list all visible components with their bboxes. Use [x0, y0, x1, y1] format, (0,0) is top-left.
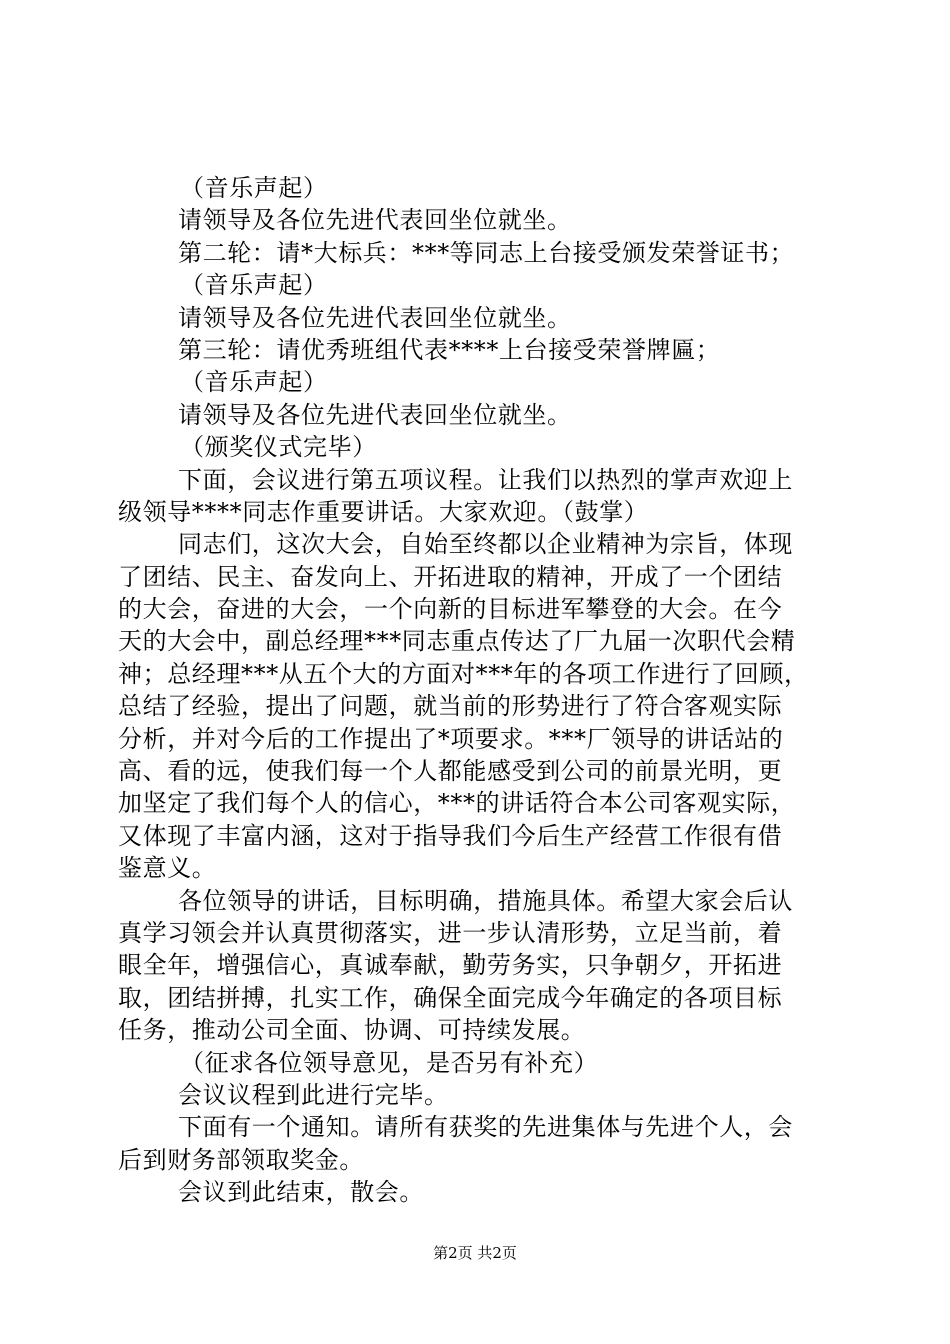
text-line: 任务，推动公司全面、协调、可持续发展。: [118, 1016, 586, 1045]
text-line: 各位领导的讲话，目标明确，措施具体。希望大家会后认: [178, 886, 793, 915]
text-line: 取，团结拼搏，扎实工作，确保全面完成今年确定的各项目标: [118, 983, 783, 1012]
text-line: 请领导及各位先进代表回坐位就坐。: [178, 206, 572, 235]
text-line: 下面，会议进行第五项议程。让我们以热烈的掌声欢迎上: [178, 465, 793, 494]
text-line: （征求各位领导意见，是否另有补充）: [180, 1048, 599, 1077]
text-line: 真学习领会并认真贯彻落实，进一步认清形势，立足当前，着: [118, 918, 783, 947]
text-line: 请领导及各位先进代表回坐位就坐。: [178, 303, 572, 332]
text-line: （音乐声起）: [180, 368, 328, 397]
text-line: 请领导及各位先进代表回坐位就坐。: [178, 400, 572, 429]
text-line: 下面有一个通知。请所有获奖的先进集体与先进个人，会: [178, 1113, 793, 1142]
text-line: 同志们，这次大会，自始至终都以企业精神为宗旨，体现: [178, 530, 793, 559]
text-line: 会议到此结束，散会。: [178, 1178, 424, 1207]
text-line: 会议议程到此进行完毕。: [178, 1080, 449, 1109]
text-line: 又体现了丰富内涵，这对于指导我们今后生产经营工作很有借: [118, 821, 783, 850]
text-line: 眼全年，增强信心，真诚奉献，勤劳务实，只争朝夕，开拓进: [118, 951, 783, 980]
text-line: 了团结、民主、奋发向上、开拓进取的精神，开成了一个团结: [118, 562, 783, 591]
text-line: 分析，并对今后的工作提出了*项要求。***厂领导的讲话站的: [118, 724, 784, 753]
page-number-footer: 第2页 共2页: [433, 1244, 517, 1262]
text-line: 神；总经理***从五个大的方面对***年的各项工作进行了回顾，: [118, 659, 809, 688]
text-line: 高、看的远，使我们每一个人都能感受到公司的前景光明，更: [118, 757, 783, 786]
text-line: 第二轮：请*大标兵：***等同志上台接受颁发荣誉证书；: [178, 238, 795, 267]
text-line: 天的大会中，副总经理***同志重点传达了厂九届一次职代会精: [118, 627, 796, 656]
text-line: （颁奖仪式完毕）: [180, 433, 377, 462]
text-line: 第三轮：请优秀班组代表****上台接受荣誉牌匾；: [178, 335, 721, 364]
text-line: 鉴意义。: [118, 854, 217, 883]
text-line: 后到财务部领取奖金。: [118, 1145, 364, 1174]
text-line: 的大会，奋进的大会，一个向新的目标进军攀登的大会。在今: [118, 595, 783, 624]
text-line: （音乐声起）: [180, 271, 328, 300]
text-line: 总结了经验，提出了问题，就当前的形势进行了符合客观实际: [118, 692, 783, 721]
text-line: 级领导****同志作重要讲话。大家欢迎。（鼓掌）: [118, 497, 649, 526]
document-body: [118, 172, 833, 1209]
text-line: （音乐声起）: [180, 174, 328, 202]
text-line: 加坚定了我们每个人的信心，***的讲话符合本公司客观实际，: [118, 789, 796, 818]
